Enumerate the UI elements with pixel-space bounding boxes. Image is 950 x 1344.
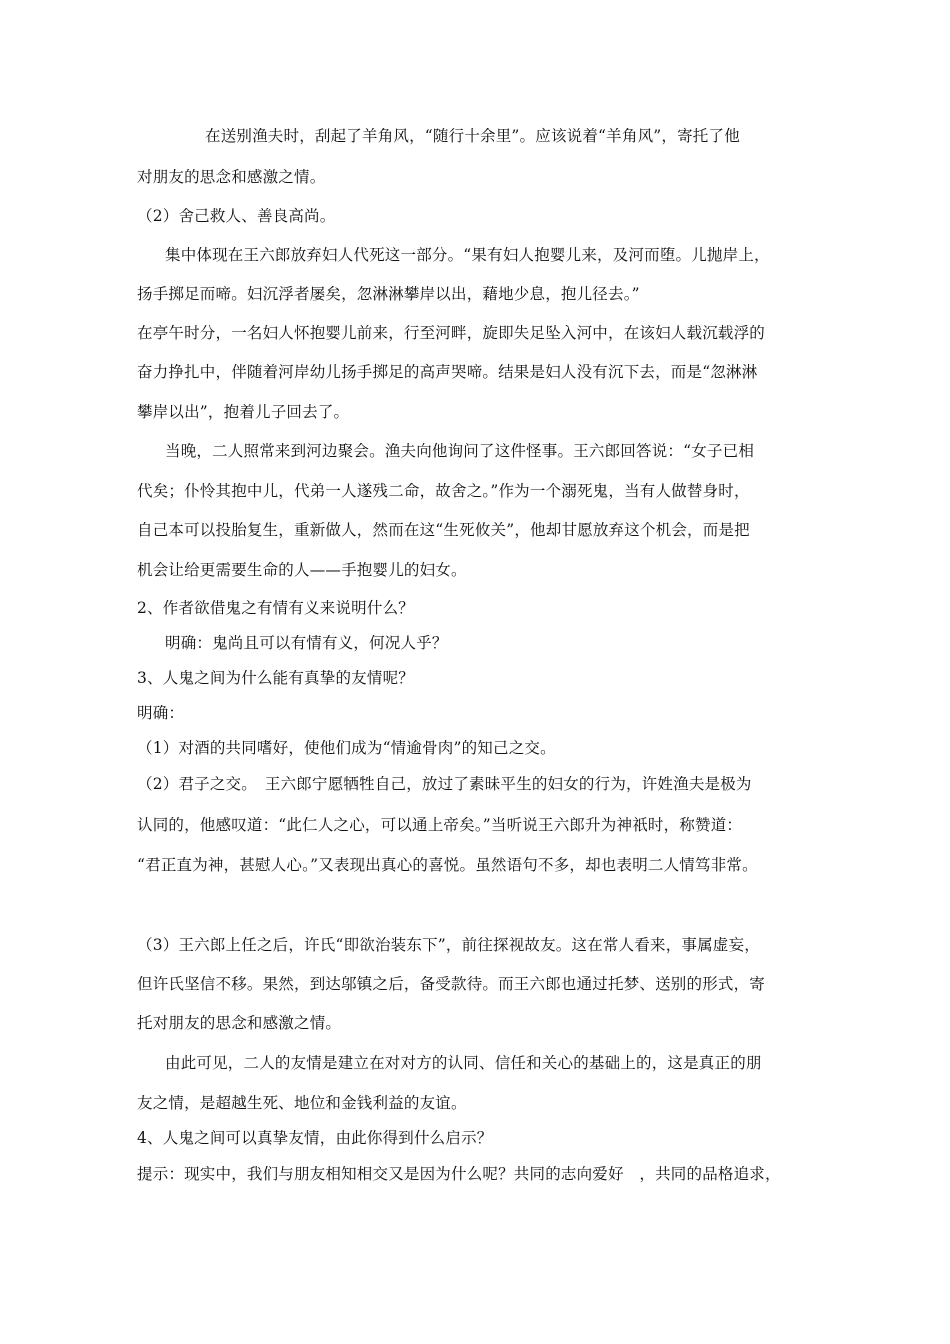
paragraph-line: 托对朋友的思念和感激之情。 [137, 1014, 342, 1032]
paragraph-line: 由此可见，二人的友情是建立在对对方的认同、信任和关心的基础上的，这是真正的朋 [165, 1054, 762, 1072]
answer-line: 明确：鬼尚且可以有情有义，何况人乎？ [165, 634, 448, 652]
paragraph-line: 友之情，是超越生死、地位和金钱利益的友谊。 [137, 1094, 467, 1112]
paragraph-line: 代矣；仆怜其抱中儿，代弟一人遂残二命，故舍之。”作为一个溺死鬼，当有人做替身时， [137, 482, 750, 500]
list-item: （3）王六郎上任之后，许氏“即欲治装东下”，前往探视故友。这在常人看来，事属虚妄， [137, 936, 760, 954]
paragraph-line: “君正直为神，甚慰人心。”又表现出真心的喜悦。虽然语句不多，却也表明二人情笃非常。 [137, 856, 758, 874]
paragraph-line: 在送别渔夫时，刮起了羊角风，“随行十余里”。应该说着“羊角风”，寄托了他 [205, 127, 740, 145]
answer-label: 明确： [137, 704, 185, 722]
paragraph-line: 认同的，他感叹道：“此仁人之心，可以通上帝矣。”当听说王六郎升为神祇时，称赞道： [137, 816, 743, 834]
paragraph-line: 在亭午时分，一名妇人怀抱婴儿前来，行至河畔，旋即失足坠入河中，在该妇人载沉载浮的 [137, 324, 766, 342]
question-heading: 3、人鬼之间为什么能有真挚的友情呢？ [137, 669, 414, 687]
list-item-heading: （2）舍己救人、善良高尚。 [137, 207, 336, 225]
question-heading: 2、作者欲借鬼之有情有义来说明什么？ [137, 599, 414, 617]
list-item: （2）君子之交。 王六郎宁愿牺牲自己，放过了素昧平生的妇女的行为，许姓渔夫是极为 [137, 775, 752, 793]
question-heading: 4、人鬼之间可以真挚友情，由此你得到什么启示？ [137, 1129, 493, 1147]
paragraph-line: 但许氏坚信不移。果然，到达邬镇之后，备受款待。而王六郎也通过托梦、送别的形式，寄 [137, 975, 766, 993]
paragraph-line: 攀岸以出”，抱着儿子回去了。 [137, 403, 350, 421]
paragraph-line: 奋力挣扎中，伴随着河岸幼儿扬手掷足的高声哭啼。结果是妇人没有沉下去，而是“忽淋淋 [137, 363, 758, 381]
paragraph-line: 集中体现在王六郎放弃妇人代死这一部分。“果有妇人抱婴儿来，及河而堕。儿抛岸上， [165, 246, 770, 264]
paragraph-line: 机会让给更需要生命的人——手抱婴儿的妇女。 [137, 561, 467, 579]
hint-line: 提示：现实中，我们与朋友相知相交又是因为什么呢？共同的志向爱好 ，共同的品格追求， [137, 1165, 781, 1183]
paragraph-line: 扬手掷足而啼。妇沉浮者屡矣，忽淋淋攀岸以出，藉地少息，抱儿径去。” [137, 285, 640, 303]
paragraph-line: 当晚，二人照常来到河边聚会。渔夫向他询问了这件怪事。王六郎回答说：“女子已相 [165, 442, 755, 460]
paragraph-line: 对朋友的思念和感激之情。 [137, 168, 326, 186]
list-item: （1）对酒的共同嗜好，使他们成为“情逾骨肉”的知己之交。 [137, 739, 556, 757]
paragraph-line: 自己本可以投胎复生，重新做人，然而在这“生死攸关”，他却甘愿放弃这个机会，而是把 [137, 521, 750, 539]
